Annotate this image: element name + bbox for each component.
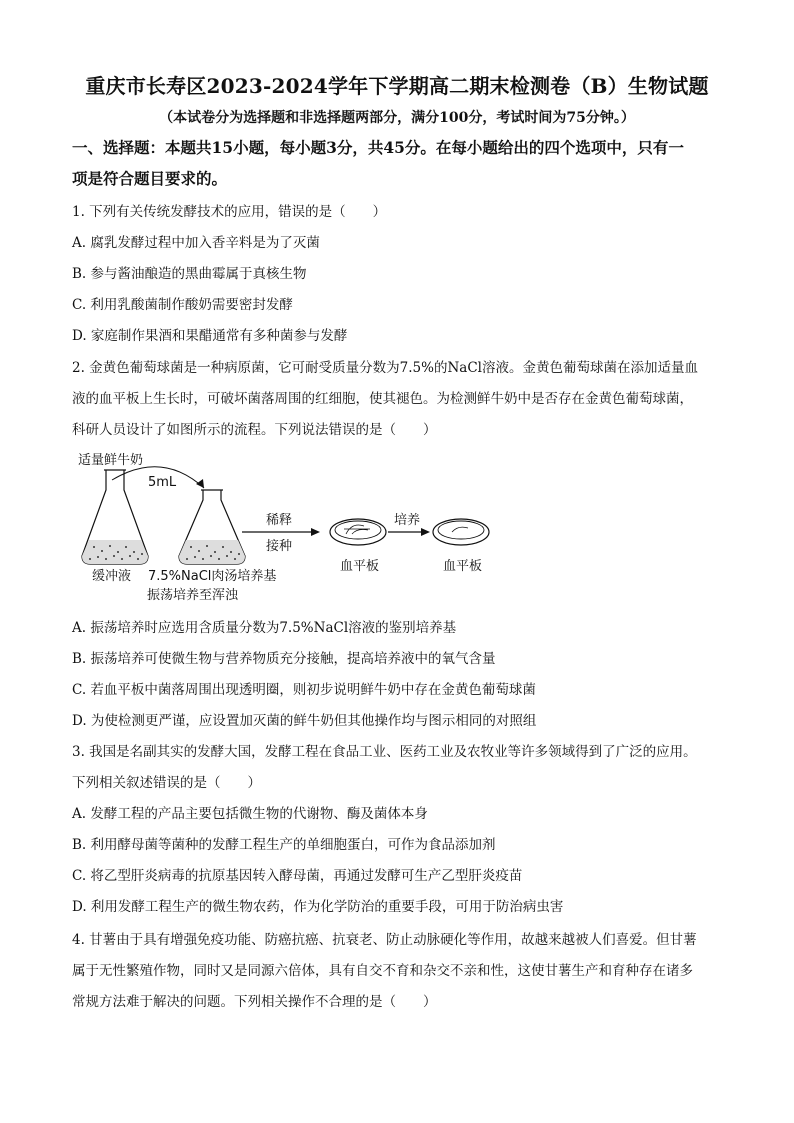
question-1-option-b: B. 参与酱油酿造的黑曲霉属于真核生物 — [72, 266, 307, 282]
question-1-stem: 1. 下列有关传统发酵技术的应用，错误的是（ ） — [72, 204, 387, 220]
figure-label-volume: 5mL — [148, 475, 177, 490]
section-heading-line2: 项是符合题目要求的。 — [72, 169, 228, 188]
blood-plate-2-icon — [433, 519, 489, 545]
question-4-stem-line3: 常规方法难于解决的问题。下列相关操作不合理的是（ ） — [72, 994, 437, 1010]
transfer-arrowhead — [196, 479, 204, 488]
figure-label-shake: 振荡培养至浑浊 — [147, 588, 239, 603]
question-2-stem-line1: 2. 金黄色葡萄球菌是一种病原菌，它可耐受质量分数为7.5%的NaCl溶液。金黄色葡萄球菌在添加适量血 — [72, 360, 698, 376]
question-1-option-d: D. 家庭制作果酒和果醋通常有多种菌参与发酵 — [72, 328, 348, 344]
question-3-option-c: C. 将乙型肝炎病毒的抗原基因转入酵母菌，再通过发酵可生产乙型肝炎疫苗 — [72, 868, 523, 884]
question-1-option-a: A. 腐乳发酵过程中加入香辛料是为了灭菌 — [72, 235, 320, 251]
figure-label-plate-2: 血平板 — [443, 559, 483, 574]
question-2-option-c: C. 若血平板中菌落周围出现透明圈，则初步说明鲜牛奶中存在金黄色葡萄球菌 — [72, 682, 536, 698]
figure-label-culture: 培养 — [394, 513, 421, 528]
question-2-stem-line2: 液的血平板上生长时，可破坏菌落周围的红细胞，使其褪色。为检测鲜牛奶中是否存在金黄色葡萄球菌， — [72, 391, 693, 407]
question-3-stem-line1: 3. 我国是名副其实的发酵大国，发酵工程在食品工业、医药工业及农牧业等许多领域得到了广泛的应用。 — [72, 744, 697, 760]
figure-label-milk: 适量鲜牛奶 — [78, 453, 144, 468]
figure-label-inoculate: 接种 — [266, 539, 293, 554]
figure-label-buffer: 缓冲液 — [92, 569, 132, 583]
question-1-option-c: C. 利用乳酸菌制作酸奶需要密封发酵 — [72, 297, 293, 313]
experiment-flow-figure — [72, 448, 502, 583]
blood-plate-1-icon — [330, 519, 386, 545]
question-2-option-b: B. 振荡培养可使微生物与营养物质充分接触，提高培养液中的氧气含量 — [72, 651, 496, 667]
page-title: 重庆市长寿区2023-2024学年下学期高二期末检测卷（B）生物试题 — [85, 74, 709, 98]
question-3-stem-line2: 下列相关叙述错误的是（ ） — [72, 775, 261, 791]
exam-instructions: （本试卷分为选择题和非选择题两部分，满分100分，考试时间为75分钟。） — [159, 110, 635, 126]
figure-label-plate-1: 血平板 — [340, 559, 380, 574]
question-3-option-d: D. 利用发酵工程生产的微生物农药，作为化学防治的重要手段，可用于防治病虫害 — [72, 899, 564, 915]
question-3-option-b: B. 利用酵母菌等菌种的发酵工程生产的单细胞蛋白，可作为食品添加剂 — [72, 837, 496, 853]
question-2-stem-line3: 科研人员设计了如图所示的流程。下列说法错误的是（ ） — [72, 422, 437, 438]
culture-arrowhead — [421, 528, 430, 536]
question-2-option-d: D. 为使检测更严谨，应设置加灭菌的鲜牛奶但其他操作均与图示相同的对照组 — [72, 713, 537, 729]
figure-label-medium: 7.5%NaCl肉汤培养基 — [148, 569, 277, 583]
flask-medium-icon — [179, 490, 245, 564]
flask-buffer-icon — [82, 470, 148, 564]
question-4-stem-line2: 属于无性繁殖作物，同时又是同源六倍体，具有自交不育和杂交不亲和性，这使甘薯生产和育种存在诸多 — [72, 963, 693, 979]
question-3-option-a: A. 发酵工程的产品主要包括微生物的代谢物、酶及菌体本身 — [72, 806, 428, 822]
question-2-option-a: A. 振荡培养时应选用含质量分数为7.5%NaCl溶液的鉴别培养基 — [72, 620, 457, 636]
question-4-stem-line1: 4. 甘薯由于具有增强免疫功能、防癌抗癌、抗衰老、防止动脉硬化等作用，故越来越被人们喜爱。但甘薯 — [72, 932, 697, 948]
figure-label-dilute: 稀释 — [266, 513, 293, 528]
dilute-arrowhead — [311, 528, 320, 536]
section-heading-line1: 一、选择题：本题共15小题，每小题3分，共45分。在每小题给出的四个选项中，只有一 — [72, 138, 684, 157]
